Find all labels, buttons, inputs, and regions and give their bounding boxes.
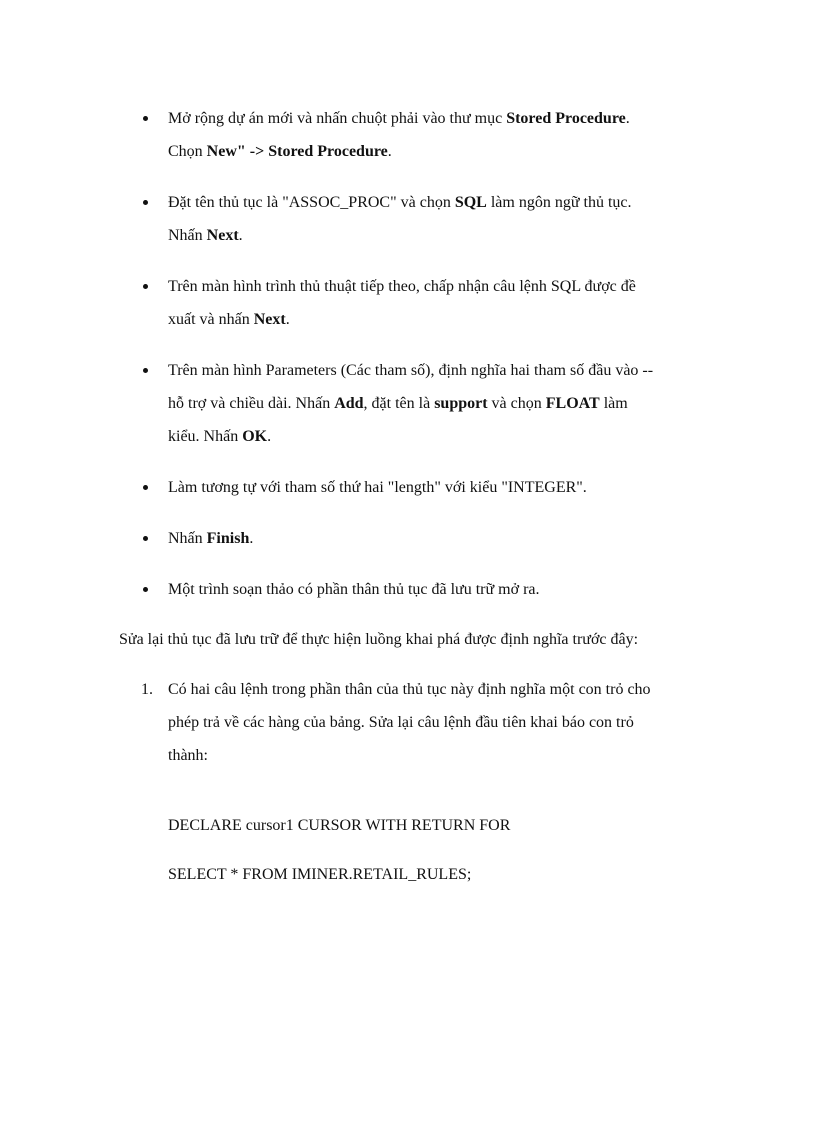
bold-term: support	[434, 395, 488, 412]
bullet-text: Nhấn	[168, 530, 207, 547]
bullet-item	[168, 471, 708, 504]
bullet-text: xuất và nhấn	[168, 311, 254, 328]
bold-term: OK	[242, 428, 268, 445]
bullet-text: Đặt tên thủ tục là "ASSOC_PROC" và chọn	[168, 194, 455, 211]
sql-code-block	[168, 809, 668, 907]
bullet-dot-icon	[143, 284, 148, 289]
bullet-item	[168, 573, 708, 606]
bullet-text: hỗ trợ và chiều dài. Nhấn	[168, 395, 335, 412]
bullet-text: làm	[599, 395, 628, 412]
list-number: 1.	[141, 681, 153, 698]
bullet-item	[168, 270, 708, 336]
bold-term: Next	[253, 311, 286, 328]
bullet-text: Trên màn hình trình thủ thuật tiếp theo, chấp nhận câu lệnh SQL được đề	[168, 278, 636, 295]
bullet-text: kiểu. Nhấn	[168, 428, 243, 445]
bold-term: Next	[206, 227, 239, 244]
bullet-text: Làm tương tự với tham số thứ hai "length" với kiểu "INTEGER".	[168, 479, 587, 496]
bullet-text: .	[387, 143, 392, 160]
bullet-text: .	[267, 428, 272, 445]
intro-paragraph: Sửa lại thủ tục đã lưu trữ để thực hiện luồng khai phá được định nghĩa trước đây:	[119, 631, 639, 648]
bullet-text: và chọn	[487, 395, 546, 412]
bullet-dot-icon	[143, 116, 148, 121]
bullet-text: , đặt tên là	[363, 395, 435, 412]
bold-term: SQL	[454, 194, 487, 211]
bullet-text: .	[625, 110, 630, 127]
numbered-item	[141, 673, 698, 772]
bullet-text: làm ngôn ngữ thủ tục.	[486, 194, 632, 211]
bullet-text: .	[249, 530, 254, 547]
bullet-dot-icon	[143, 368, 148, 373]
bold-term: Add	[334, 395, 364, 412]
bold-term: Finish	[206, 530, 250, 547]
bold-term: FLOAT	[545, 395, 600, 412]
code-line: SELECT * FROM IMINER.RETAIL_RULES;	[168, 866, 472, 883]
bullet-text: .	[238, 227, 243, 244]
bullet-text: Nhấn	[168, 227, 207, 244]
numbered-step-list	[141, 673, 698, 772]
bullet-dot-icon	[143, 485, 148, 490]
bullet-item	[168, 186, 708, 252]
bullet-text: Mở rộng dự án mới và nhấn chuột phải vào thư mục	[168, 110, 507, 127]
bullet-text: Chọn	[168, 143, 207, 160]
bullet-text: Trên màn hình Parameters (Các tham số), định nghĩa hai tham số đầu vào --	[168, 362, 654, 379]
bold-term: Stored Procedure	[506, 110, 626, 127]
numbered-item-text: thành:	[168, 747, 208, 764]
instruction-bullet-list	[168, 102, 708, 624]
bullet-dot-icon	[143, 536, 148, 541]
bullet-dot-icon	[143, 200, 148, 205]
bullet-text: Một trình soạn thảo có phần thân thủ tục đã lưu trữ mở ra.	[168, 581, 540, 598]
numbered-item-text: Có hai câu lệnh trong phần thân của thủ tục này định nghĩa một con trỏ cho	[168, 681, 651, 698]
bullet-dot-icon	[143, 587, 148, 592]
bullet-item	[168, 522, 708, 555]
code-line: DECLARE cursor1 CURSOR WITH RETURN FOR	[168, 817, 511, 834]
bullet-item	[168, 102, 708, 168]
bold-term: New" -> Stored Procedure	[206, 143, 388, 160]
bullet-item	[168, 354, 708, 453]
bullet-text: .	[285, 311, 290, 328]
numbered-item-text: phép trả về các hàng của bảng. Sửa lại câu lệnh đầu tiên khai báo con trỏ	[168, 714, 634, 731]
